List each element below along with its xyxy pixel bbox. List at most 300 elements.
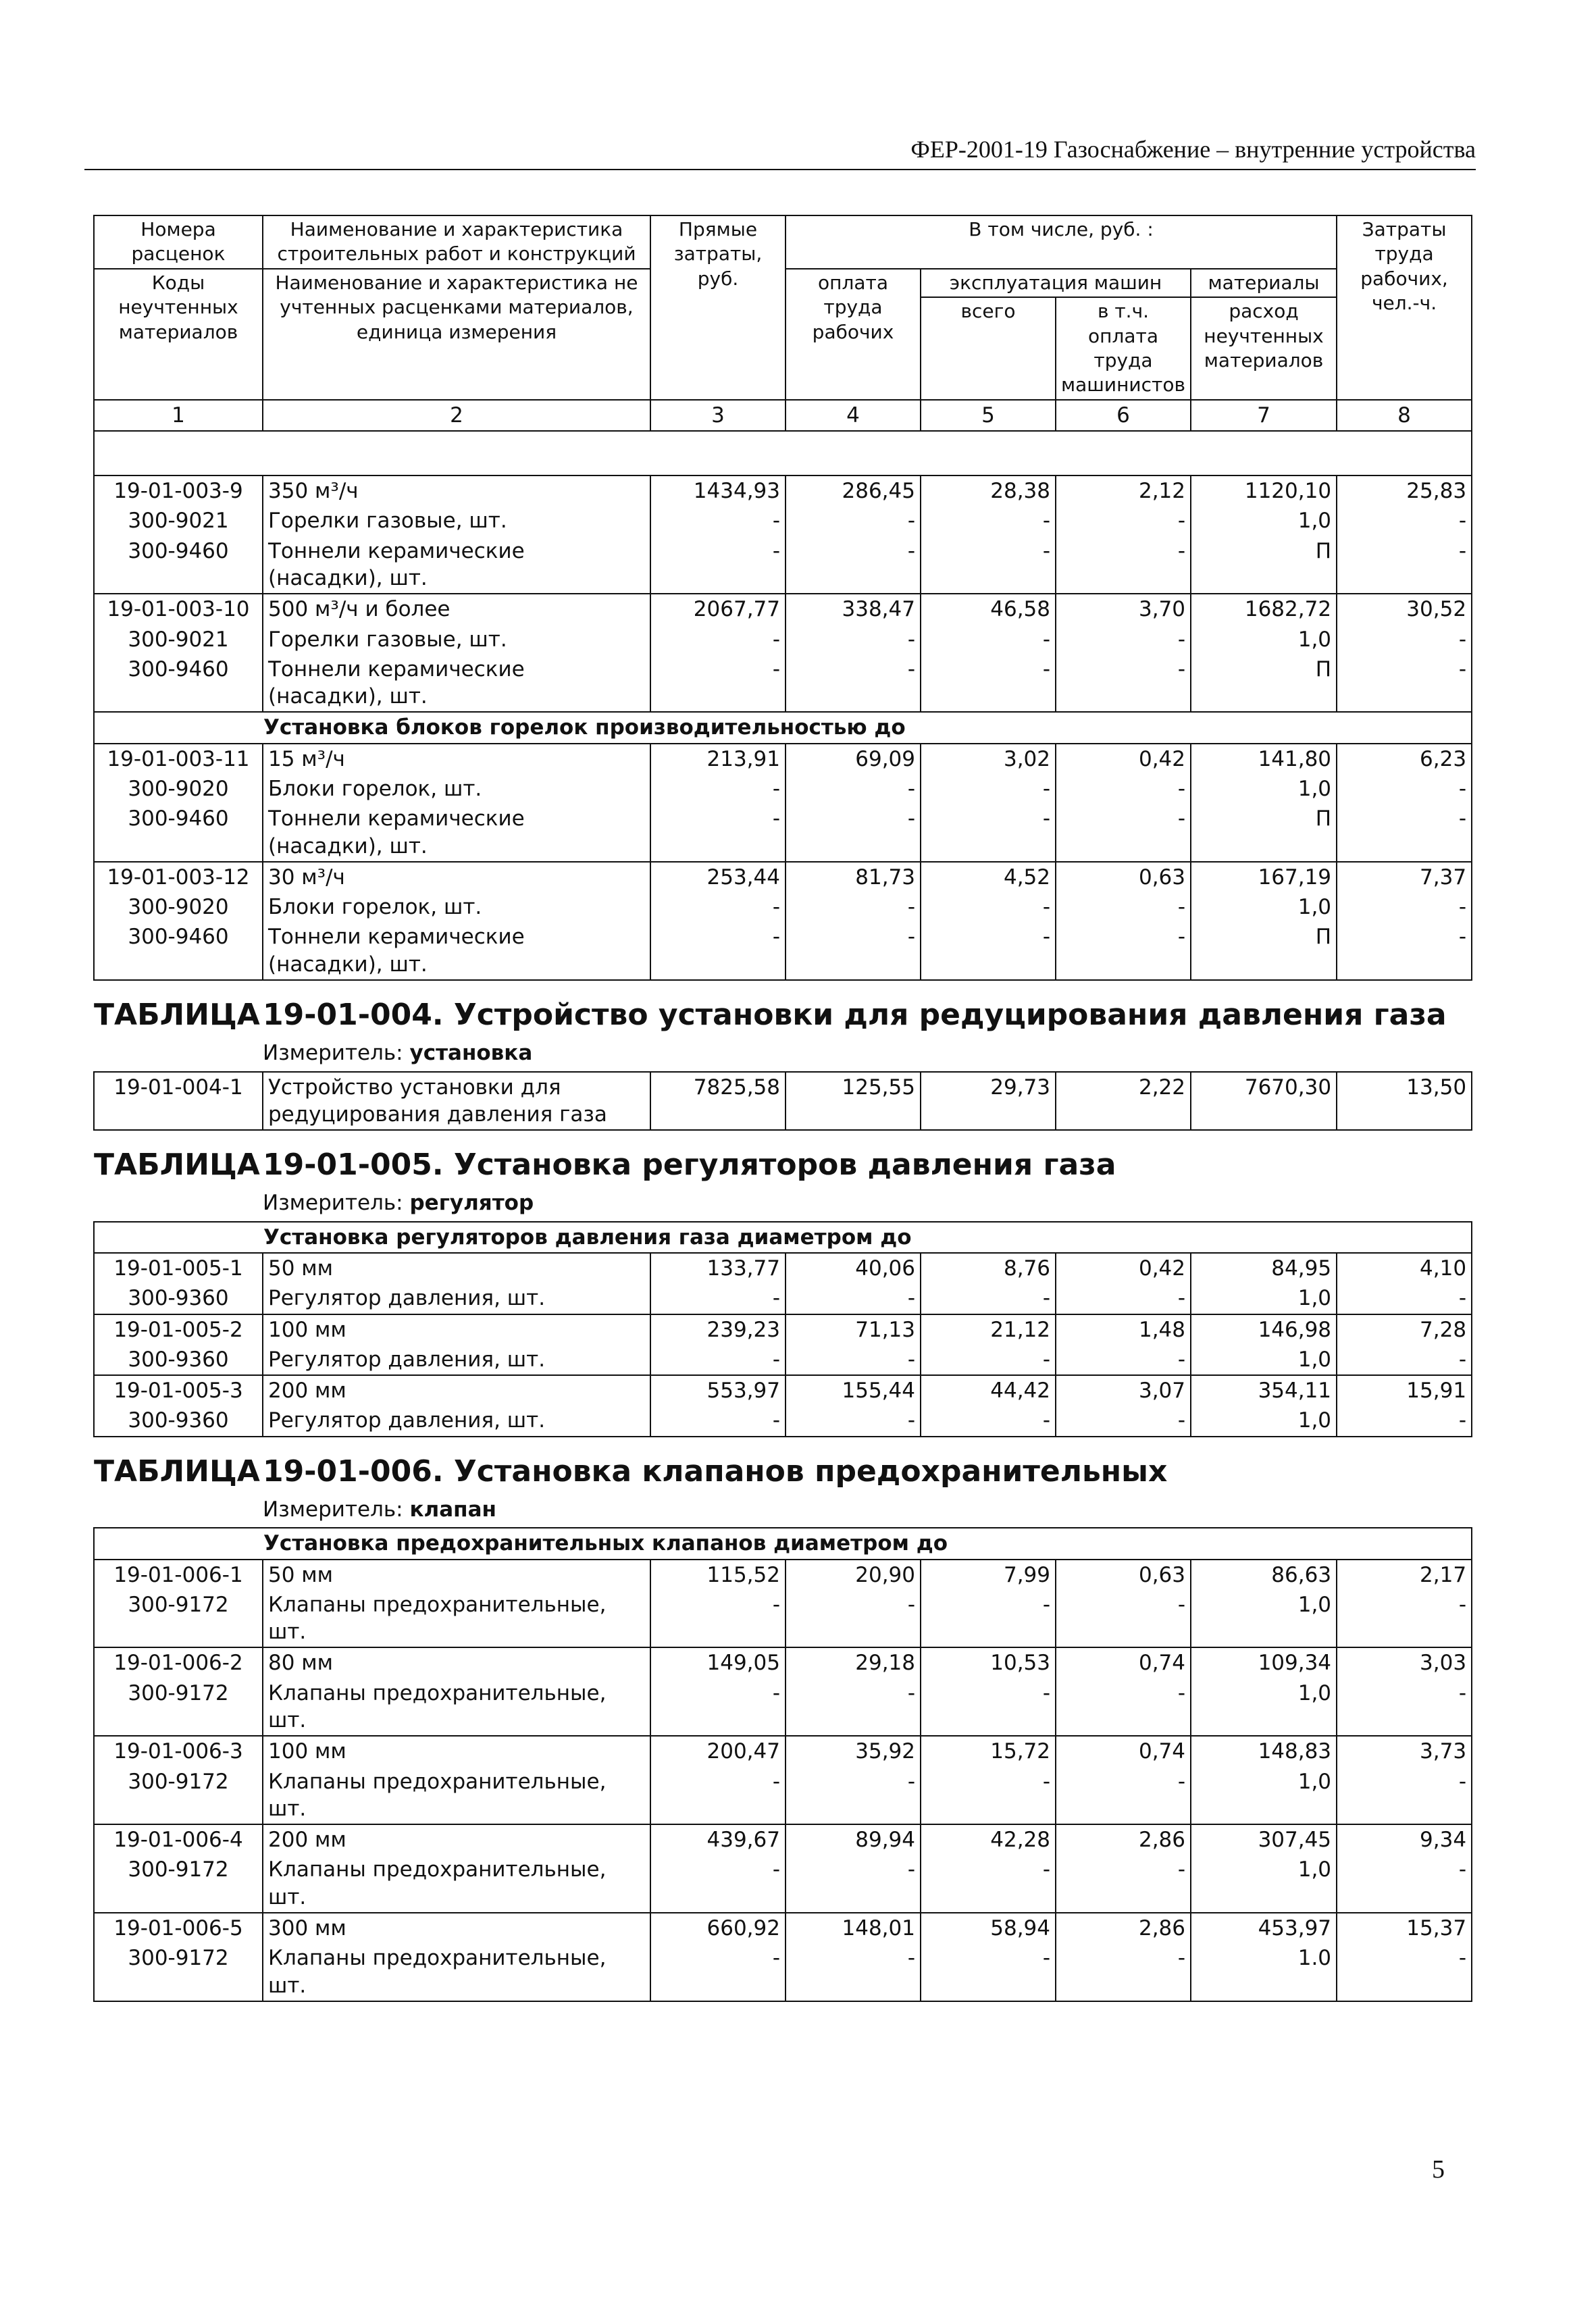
rate-row [94,1824,1472,1855]
materials-cell: 109,34 [1191,1647,1337,1678]
labor-costs-cell: 2,17 [1337,1560,1472,1590]
header-name-top: Наименование и характеристика строительных работ и конструкций [263,215,650,269]
column-number: 2 [263,400,650,431]
machinists-pay-cell: 2,86 [1056,1913,1191,1943]
header-materials: материалы [1191,269,1337,297]
name-cell: Клапаны предохранительные, шт. [263,1590,650,1648]
price-table [93,215,1472,2002]
direct-costs-cell: 2067,77 [650,594,786,624]
name-cell: Тоннели керамические (насадки), шт. [263,536,650,594]
machines-total-cell: 44,42 [921,1375,1056,1406]
materials-cell: 1,0 [1191,1767,1337,1825]
labor-costs-cell: - [1337,625,1472,654]
material-row [94,1345,1472,1375]
direct-costs-cell: - [650,922,786,980]
code-cell: 300-9460 [94,922,263,980]
table-title-row [94,1437,1472,1495]
direct-costs-cell: - [650,774,786,804]
direct-costs-cell: 115,52 [650,1560,786,1590]
code-cell: 19-01-003-10 [94,594,263,624]
name-cell: Клапаны предохранительные, шт. [263,1855,650,1913]
machines-total-cell: - [921,1678,1056,1737]
materials-cell: 7670,30 [1191,1072,1337,1131]
code-cell: 19-01-006-5 [94,1913,263,1943]
table-title-row [94,980,1472,1038]
header-codes-top: Номера расценок [94,215,263,269]
labor-pay-cell: 71,13 [786,1314,921,1345]
machinists-pay-cell: 2,22 [1056,1072,1191,1131]
header-machines-total: всего [921,297,1056,400]
machines-total-cell: 3,02 [921,744,1056,774]
labor-pay-cell: 81,73 [786,862,921,892]
labor-pay-cell: 69,09 [786,744,921,774]
machinists-pay-cell: - [1056,654,1191,713]
materials-cell: 1120,10 [1191,475,1337,506]
direct-costs-cell: - [650,892,786,922]
labor-costs-cell: 6,23 [1337,744,1472,774]
table-title: 19-01-004. Устройство установки для редуцирования давления газа [263,998,1447,1033]
labor-costs-cell: - [1337,1590,1472,1648]
machinists-pay-cell: - [1056,1855,1191,1913]
table-end-cell [94,2001,1472,2002]
measure-unit-row [94,1038,1472,1071]
material-row [94,922,1472,980]
machines-total-cell: - [921,1406,1056,1436]
machinists-pay-cell: - [1056,1345,1191,1375]
labor-pay-cell: 40,06 [786,1253,921,1283]
code-cell: 300-9360 [94,1406,263,1436]
machines-total-cell: - [921,804,1056,862]
machines-total-cell: 28,38 [921,475,1056,506]
machines-total-cell: 7,99 [921,1560,1056,1590]
code-cell: 300-9172 [94,1767,263,1825]
direct-costs-cell: - [650,506,786,536]
direct-costs-cell: 439,67 [650,1824,786,1855]
machines-total-cell: - [921,1767,1056,1825]
labor-costs-cell: - [1337,1855,1472,1913]
labor-costs-cell: - [1337,1345,1472,1375]
labor-costs-cell: 30,52 [1337,594,1472,624]
name-cell: 200 мм [263,1375,650,1406]
labor-pay-cell: - [786,1406,921,1436]
labor-pay-cell: - [786,1855,921,1913]
name-cell: 300 мм [263,1913,650,1943]
direct-costs-cell: - [650,1283,786,1314]
machines-total-cell: - [921,536,1056,594]
code-cell: 19-01-005-2 [94,1314,263,1345]
measure-unit-cell [94,1495,1472,1528]
section-heading: Установка регуляторов давления газа диаметром до [94,1222,1472,1253]
machinists-pay-cell: - [1056,1943,1191,2001]
machines-total-cell: 58,94 [921,1913,1056,1943]
direct-costs-cell: 200,47 [650,1736,786,1766]
machines-total-cell: 10,53 [921,1647,1056,1678]
machinists-pay-cell: - [1056,1767,1191,1825]
code-cell: 300-9172 [94,1590,263,1648]
rate-row [94,1560,1472,1590]
direct-costs-cell: - [650,1855,786,1913]
direct-costs-cell: 660,92 [650,1913,786,1943]
machines-total-cell: - [921,774,1056,804]
code-cell: 300-9172 [94,1855,263,1913]
materials-cell: 1.0 [1191,1943,1337,2001]
material-row [94,804,1472,862]
materials-cell: 84,95 [1191,1253,1337,1283]
materials-cell: 1,0 [1191,1678,1337,1737]
machinists-pay-cell: - [1056,625,1191,654]
measure-unit-value: регулятор [409,1191,534,1216]
material-row [94,1767,1472,1825]
materials-cell: 86,63 [1191,1560,1337,1590]
direct-costs-cell: - [650,1590,786,1648]
table-title-cell [94,980,1472,1038]
labor-costs-cell: - [1337,1406,1472,1436]
code-cell: 300-9020 [94,892,263,922]
materials-cell: 1682,72 [1191,594,1337,624]
rate-row [94,744,1472,774]
material-row [94,654,1472,713]
header-labor-pay: оплата труда рабочих [786,269,921,400]
name-cell: Регулятор давления, шт. [263,1406,650,1436]
header-materials-consumption: расход неучтенных материалов [1191,297,1337,400]
machines-total-cell: 4,52 [921,862,1056,892]
code-cell: 300-9460 [94,654,263,713]
name-cell: Клапаны предохранительные, шт. [263,1678,650,1737]
materials-cell: П [1191,922,1337,980]
labor-costs-cell: 9,34 [1337,1824,1472,1855]
column-number: 1 [94,400,263,431]
material-row [94,506,1472,536]
labor-costs-cell: - [1337,1283,1472,1314]
name-cell: Блоки горелок, шт. [263,892,650,922]
name-cell: 100 мм [263,1736,650,1766]
material-row [94,1283,1472,1314]
material-row [94,1590,1472,1648]
name-cell: Блоки горелок, шт. [263,774,650,804]
labor-pay-cell: - [786,1345,921,1375]
labor-pay-cell: - [786,625,921,654]
materials-cell: 167,19 [1191,862,1337,892]
code-cell: 19-01-004-1 [94,1072,263,1131]
materials-cell: 1,0 [1191,1590,1337,1648]
table-label: ТАБЛИЦА [94,1148,260,1183]
section-heading: Установка предохранительных клапанов диаметром до [94,1528,1472,1559]
rate-row [94,1647,1472,1678]
header-machines: эксплуатация машин [921,269,1191,297]
header-codes-bottom: Коды неучтенных материалов [94,269,263,400]
machinists-pay-cell: 3,07 [1056,1375,1191,1406]
direct-costs-cell: 253,44 [650,862,786,892]
spacer-cell [94,431,1472,475]
labor-costs-cell: 3,03 [1337,1647,1472,1678]
materials-cell: 148,83 [1191,1736,1337,1766]
materials-cell: П [1191,804,1337,862]
materials-cell: П [1191,536,1337,594]
rate-row [94,475,1472,506]
machinists-pay-cell: 0,74 [1056,1736,1191,1766]
column-number: 6 [1056,400,1191,431]
machines-total-cell: - [921,892,1056,922]
rate-row [94,1736,1472,1766]
labor-pay-cell: - [786,922,921,980]
materials-cell: 1,0 [1191,1283,1337,1314]
material-row [94,774,1472,804]
rate-row [94,594,1472,624]
table-label: ТАБЛИЦА [94,998,260,1033]
material-row [94,625,1472,654]
labor-costs-cell: 7,28 [1337,1314,1472,1345]
direct-costs-cell: - [650,1943,786,2001]
code-cell: 300-9021 [94,506,263,536]
measure-unit-label: Измеритель: [263,1041,403,1066]
code-cell: 19-01-005-3 [94,1375,263,1406]
machinists-pay-cell: 0,63 [1056,862,1191,892]
header-row-top [94,215,1472,269]
rate-row [94,862,1472,892]
machinists-pay-cell: 0,42 [1056,744,1191,774]
rate-row [94,1375,1472,1406]
section-heading-row [94,712,1472,743]
name-cell: 350 м³/ч [263,475,650,506]
machines-total-cell: - [921,1283,1056,1314]
labor-costs-cell: 25,83 [1337,475,1472,506]
machines-total-cell: - [921,654,1056,713]
labor-costs-cell: - [1337,1678,1472,1737]
labor-pay-cell: 125,55 [786,1072,921,1131]
machinists-pay-cell: - [1056,506,1191,536]
name-cell: 15 м³/ч [263,744,650,774]
code-cell: 300-9172 [94,1943,263,2001]
labor-costs-cell: 15,91 [1337,1375,1472,1406]
machinists-pay-cell: 2,12 [1056,475,1191,506]
measure-unit-cell [94,1188,1472,1221]
name-cell: 80 мм [263,1647,650,1678]
code-cell: 300-9172 [94,1678,263,1737]
machinists-pay-cell: - [1056,774,1191,804]
materials-cell: 146,98 [1191,1314,1337,1345]
code-cell: 300-9360 [94,1283,263,1314]
labor-pay-cell: 286,45 [786,475,921,506]
direct-costs-cell: - [650,1406,786,1436]
direct-costs-cell: - [650,1345,786,1375]
machines-total-cell: - [921,1345,1056,1375]
column-number: 8 [1337,400,1472,431]
labor-pay-cell: 338,47 [786,594,921,624]
name-cell: 50 мм [263,1253,650,1283]
labor-costs-cell: 7,37 [1337,862,1472,892]
table-title-row [94,1130,1472,1188]
labor-costs-cell: - [1337,804,1472,862]
header-labor-costs: Затраты труда рабочих, чел.-ч. [1337,215,1472,400]
machinists-pay-cell: 3,70 [1056,594,1191,624]
table-title: 19-01-006. Установка клапанов предохранительных [263,1454,1168,1489]
direct-costs-cell: - [650,804,786,862]
code-cell: 19-01-003-11 [94,744,263,774]
labor-pay-cell: - [786,536,921,594]
section-heading-row [94,1528,1472,1559]
section-heading: Установка блоков горелок производительностью до [94,712,1472,743]
code-cell: 19-01-005-1 [94,1253,263,1283]
labor-costs-cell: 3,73 [1337,1736,1472,1766]
machines-total-cell: 8,76 [921,1253,1056,1283]
machines-total-cell: - [921,625,1056,654]
name-cell: 50 мм [263,1560,650,1590]
direct-costs-cell: 1434,93 [650,475,786,506]
machines-total-cell: - [921,1855,1056,1913]
name-cell: Тоннели керамические (насадки), шт. [263,804,650,862]
labor-pay-cell: - [786,1943,921,2001]
name-cell: Регулятор давления, шт. [263,1283,650,1314]
name-cell: 500 м³/ч и более [263,594,650,624]
labor-pay-cell: - [786,1590,921,1648]
materials-cell: 307,45 [1191,1824,1337,1855]
labor-costs-cell: - [1337,536,1472,594]
machines-total-cell: - [921,506,1056,536]
rate-row [94,1072,1472,1131]
rate-row [94,1913,1472,1943]
materials-cell: 141,80 [1191,744,1337,774]
direct-costs-cell: - [650,1678,786,1737]
machinists-pay-cell: - [1056,1590,1191,1648]
material-row [94,1406,1472,1436]
material-row [94,1943,1472,2001]
machinists-pay-cell: - [1056,1406,1191,1436]
labor-costs-cell: - [1337,922,1472,980]
measure-unit-label: Измеритель: [263,1497,403,1522]
labor-pay-cell: - [786,1283,921,1314]
materials-cell: 1,0 [1191,1406,1337,1436]
machinists-pay-cell: - [1056,536,1191,594]
machines-total-cell: - [921,1943,1056,2001]
materials-cell: 1,0 [1191,774,1337,804]
code-cell: 19-01-003-12 [94,862,263,892]
header-machinists-pay: в т.ч. оплата труда машинистов [1056,297,1191,400]
labor-pay-cell: - [786,1678,921,1737]
direct-costs-cell: 239,23 [650,1314,786,1345]
measure-unit-row [94,1495,1472,1528]
measure-unit-value: установка [409,1041,533,1066]
labor-pay-cell: - [786,654,921,713]
machinists-pay-cell: - [1056,922,1191,980]
column-number: 3 [650,400,786,431]
name-cell: Устройство установки для редуцирования давления газа [263,1072,650,1131]
page-number: 5 [1432,2155,1445,2184]
machinists-pay-cell: 1,48 [1056,1314,1191,1345]
column-number-row [94,400,1472,431]
material-row [94,1678,1472,1737]
labor-costs-cell: - [1337,654,1472,713]
machinists-pay-cell: - [1056,804,1191,862]
labor-pay-cell: 20,90 [786,1560,921,1590]
code-cell: 19-01-006-2 [94,1647,263,1678]
direct-costs-cell: 213,91 [650,744,786,774]
material-row [94,536,1472,594]
code-cell: 19-01-006-3 [94,1736,263,1766]
table-title-cell [94,1130,1472,1188]
direct-costs-cell: 133,77 [650,1253,786,1283]
header-direct-costs: Прямые затраты, руб. [650,215,786,400]
labor-pay-cell: - [786,506,921,536]
table-title: 19-01-005. Установка регуляторов давления газа [263,1148,1116,1183]
rate-row [94,1314,1472,1345]
labor-costs-cell: - [1337,1767,1472,1825]
machines-total-cell: - [921,1590,1056,1648]
materials-cell: 354,11 [1191,1375,1337,1406]
materials-cell: 1,0 [1191,625,1337,654]
machinists-pay-cell: 0,63 [1056,1560,1191,1590]
table-end-row [94,2001,1472,2002]
materials-cell: 1,0 [1191,506,1337,536]
machines-total-cell: 15,72 [921,1736,1056,1766]
name-cell: 30 м³/ч [263,862,650,892]
machines-total-cell: - [921,922,1056,980]
labor-pay-cell: 29,18 [786,1647,921,1678]
machinists-pay-cell: 0,42 [1056,1253,1191,1283]
direct-costs-cell: - [650,1767,786,1825]
name-cell: Регулятор давления, шт. [263,1345,650,1375]
machines-total-cell: 42,28 [921,1824,1056,1855]
materials-cell: 1,0 [1191,1345,1337,1375]
materials-cell: П [1191,654,1337,713]
labor-costs-cell: 15,37 [1337,1913,1472,1943]
code-cell: 300-9020 [94,774,263,804]
spacer-row [94,431,1472,475]
machinists-pay-cell: - [1056,1283,1191,1314]
labor-costs-cell: 13,50 [1337,1072,1472,1131]
labor-costs-cell: - [1337,1943,1472,2001]
machines-total-cell: 29,73 [921,1072,1056,1131]
column-number: 5 [921,400,1056,431]
header-name-bottom: Наименование и характеристика не учтенных расценками материалов, единица измерения [263,269,650,400]
measure-unit-row [94,1188,1472,1221]
measure-unit-cell [94,1038,1472,1071]
measure-unit-value: клапан [409,1497,496,1522]
code-cell: 19-01-006-1 [94,1560,263,1590]
labor-costs-cell: - [1337,506,1472,536]
labor-pay-cell: 89,94 [786,1824,921,1855]
name-cell: 200 мм [263,1824,650,1855]
direct-costs-cell: 7825,58 [650,1072,786,1131]
machines-total-cell: 21,12 [921,1314,1056,1345]
material-row [94,1855,1472,1913]
column-number: 7 [1191,400,1337,431]
labor-pay-cell: - [786,892,921,922]
machinists-pay-cell: - [1056,892,1191,922]
direct-costs-cell: - [650,536,786,594]
material-row [94,892,1472,922]
name-cell: 100 мм [263,1314,650,1345]
code-cell: 19-01-003-9 [94,475,263,506]
labor-pay-cell: 35,92 [786,1736,921,1766]
machines-total-cell: 46,58 [921,594,1056,624]
name-cell: Клапаны предохранительные, шт. [263,1767,650,1825]
machinists-pay-cell: 2,86 [1056,1824,1191,1855]
code-cell: 300-9021 [94,625,263,654]
name-cell: Клапаны предохранительные, шт. [263,1943,650,2001]
code-cell: 300-9460 [94,804,263,862]
name-cell: Тоннели керамические (насадки), шт. [263,922,650,980]
table-label: ТАБЛИЦА [94,1454,260,1489]
direct-costs-cell: - [650,625,786,654]
measure-unit-label: Измеритель: [263,1191,403,1216]
labor-pay-cell: - [786,804,921,862]
labor-pay-cell: - [786,1767,921,1825]
labor-costs-cell: 4,10 [1337,1253,1472,1283]
column-number: 4 [786,400,921,431]
document-body [93,215,1471,2002]
direct-costs-cell: 149,05 [650,1647,786,1678]
materials-cell: 1,0 [1191,892,1337,922]
